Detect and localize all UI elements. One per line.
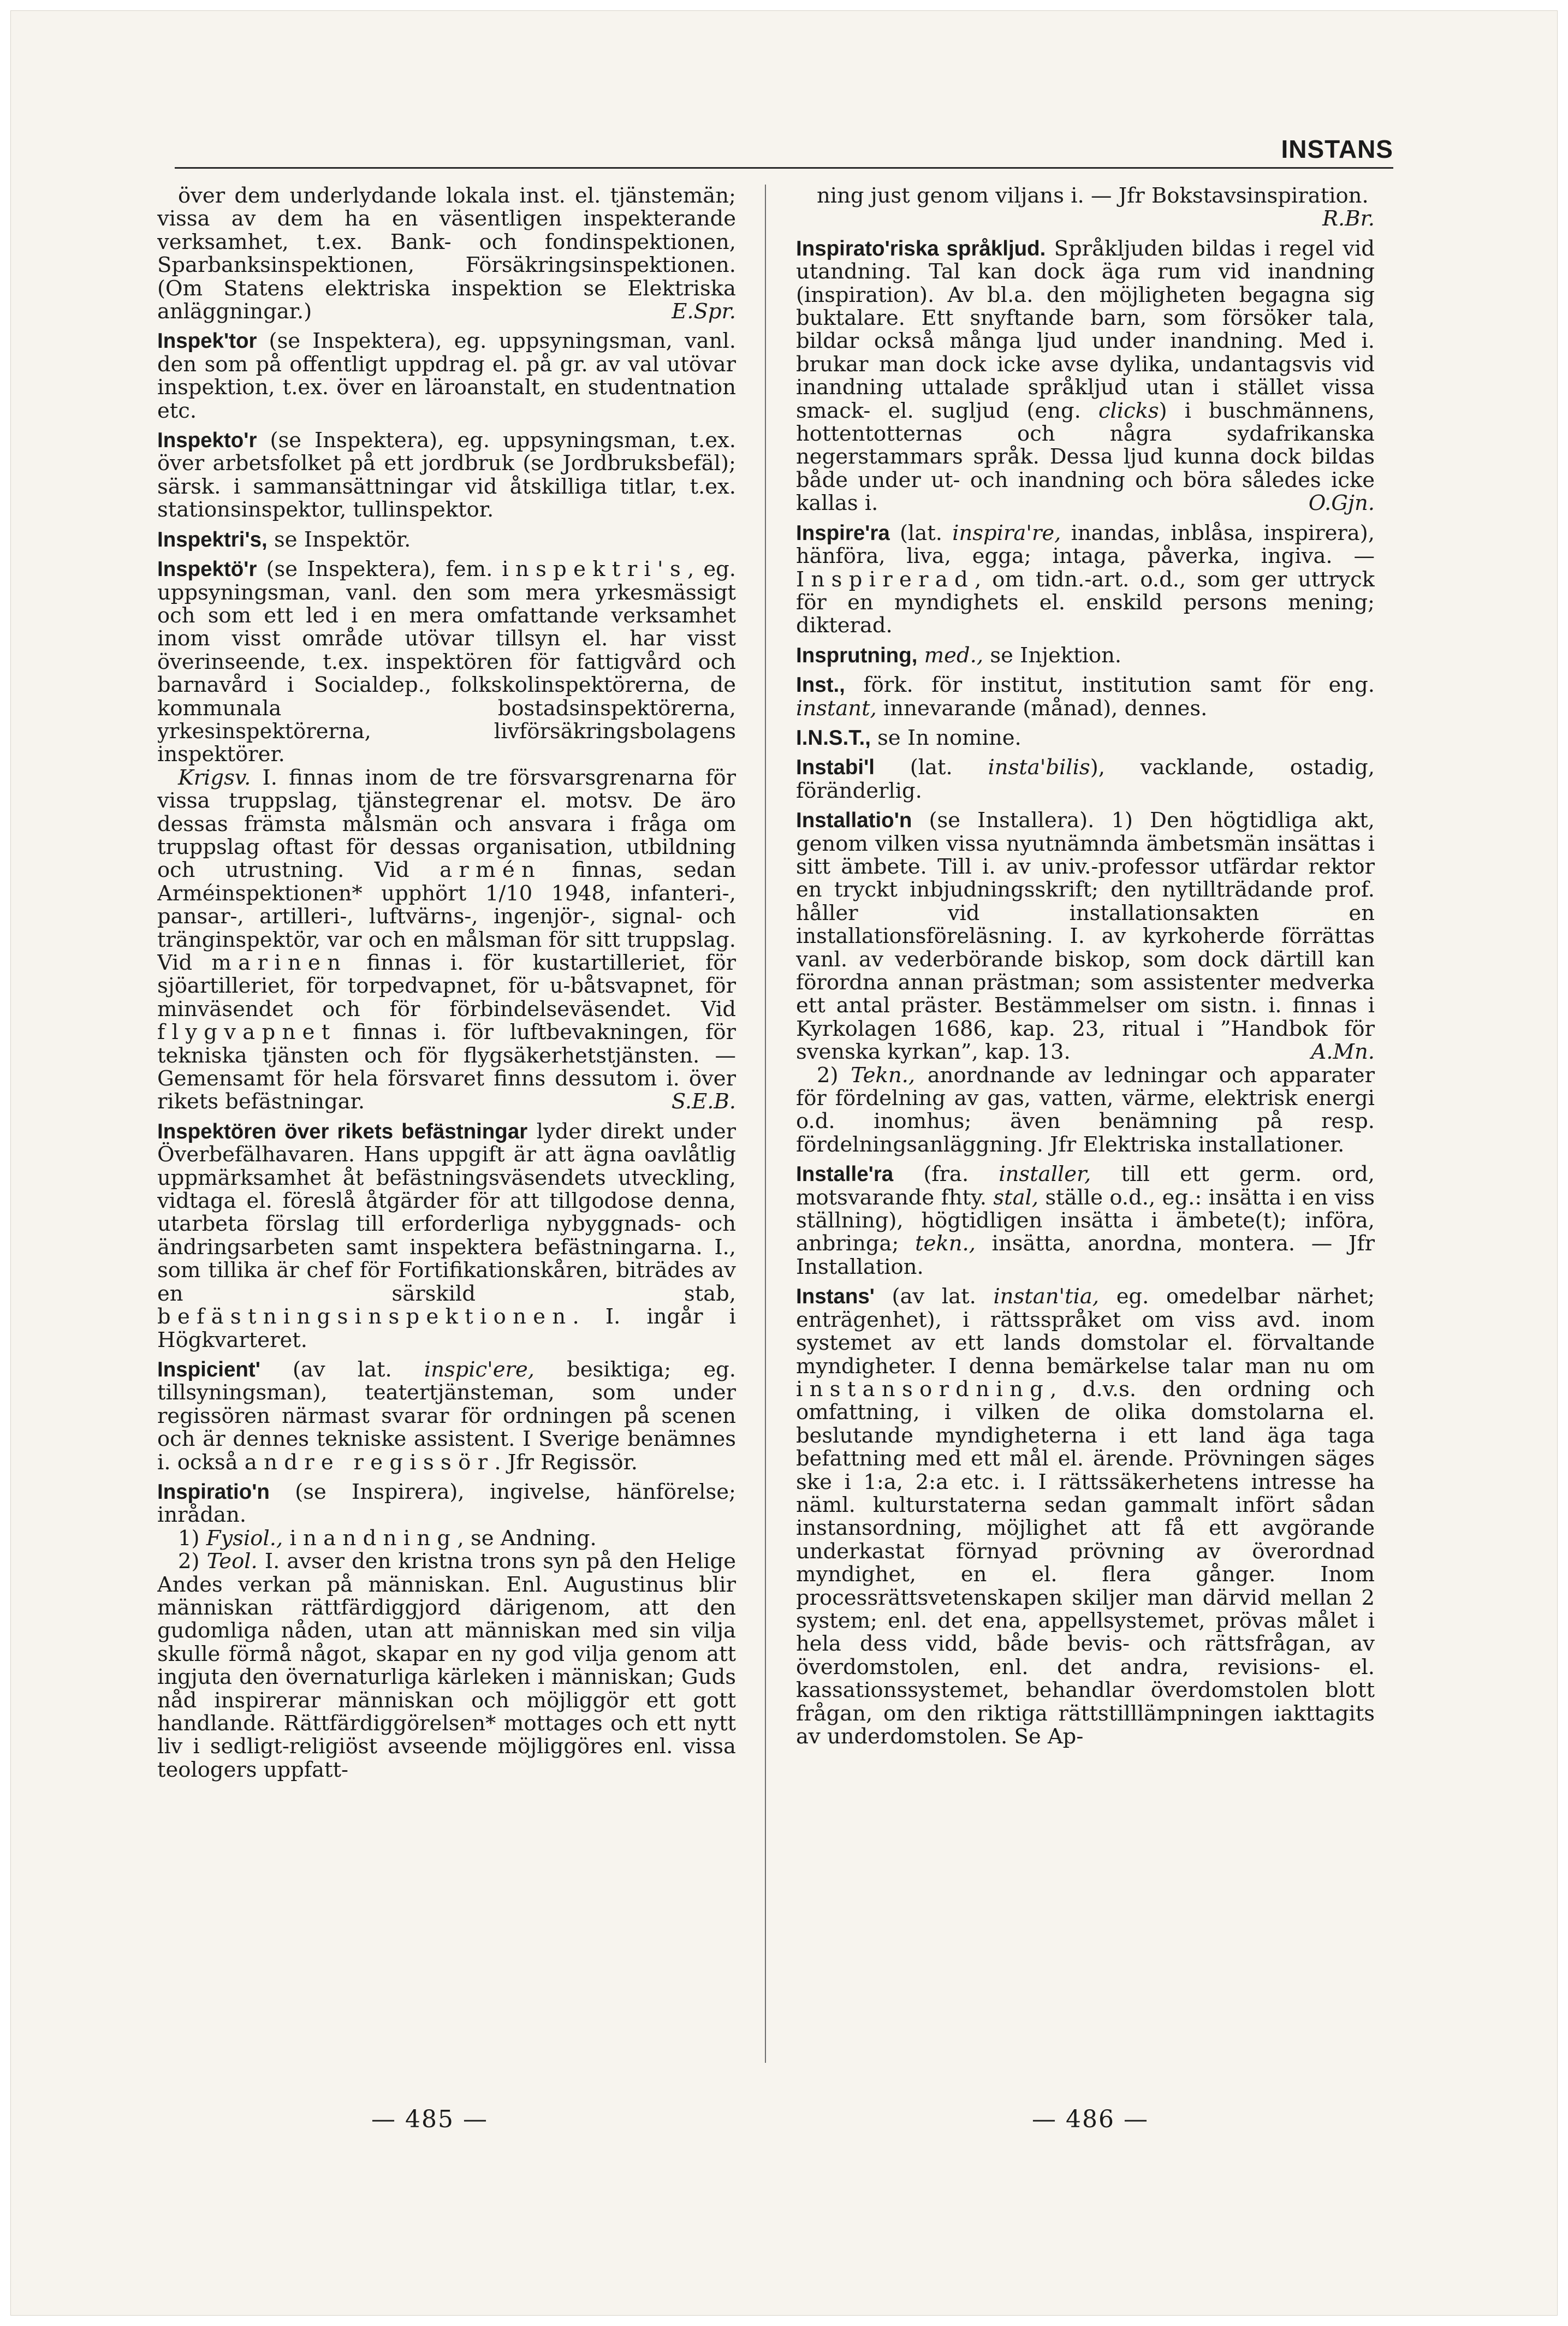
entry-headword: Inspirato'riska språkljud. bbox=[796, 236, 1046, 260]
entry-text: . I. ingår i Högkvarteret. bbox=[157, 1304, 736, 1352]
entry-text: besiktiga; eg. tillsyningsman), teatertjänsteman, som under regissören närmast svarar för ordningen på scenen och är dennes tekniske assistent. I Sverige benämnes i. också bbox=[157, 1357, 736, 1475]
spaced-term: andre regissör bbox=[244, 1450, 495, 1475]
entry-text bbox=[917, 643, 924, 668]
entry-text: (se Inspirera), ingivelse, hänförelse; inrådan. bbox=[157, 1479, 736, 1528]
spaced-term: inspektri's bbox=[502, 557, 688, 582]
entry-text: ställe o.d., eg.: insätta i en viss ställning), högtidligen insätta i ämbete(t); införa, anbringa; bbox=[796, 1185, 1375, 1256]
entry-text: , se Andning. bbox=[457, 1526, 597, 1551]
entry-paragraph bbox=[796, 185, 1375, 231]
entry-text: I. avser den kristna trons syn på den Helige Andes verkan på människan. Enl. Augustinus blir människan rättfärdiggjord därigenom, att den gudomliga nåden, utan att människan med sin vilja skulle förmå något, skapar en ny god vilja genom att ingjuta den övernaturliga kärleken i människan; Guds nåd inspirerar människan och möjliggör ett gott handlande. Rättfärdiggörelsen* mottages och ett nytt liv i sedligt-religiöst avseende möjliggöres enl. vissa teologers uppfatt- bbox=[157, 1549, 736, 1782]
entry-text: (lat. bbox=[874, 755, 988, 780]
italic-text: Fysiol., bbox=[206, 1526, 283, 1551]
entry-headword: Inspektören över rikets befästningar bbox=[157, 1119, 528, 1143]
entry-text: finnas i. för kustartilleriet, för sjöartilleriet, för torpedvapnet, för u-båtsvapnet, för minväsendet och för förbindelseväsendet. Vid bbox=[157, 951, 736, 1022]
spaced-term: befästningsinspektionen bbox=[157, 1304, 573, 1330]
entry-text: , om tidn.-art. o.d., som ger uttryck för en myndighets el. enskild persons mening; dikterad. bbox=[796, 567, 1375, 638]
entry-text: insätta, anordna, montera. — Jfr Installation. bbox=[796, 1231, 1375, 1279]
entry-text: . Jfr Regissör. bbox=[494, 1450, 638, 1475]
italic-text: insta'bilis bbox=[988, 755, 1090, 780]
entry-text: över dem underlydande lokala inst. el. tjänstemän; vissa av dem ha en väsentligen inspekterande verksamhet, t.ex. Bank- och fondinspektionen, Sparbanksinspektionen, Försäkringsinspektionen. (Om Statens elektriska inspektion se Elektriska anläggningar.) bbox=[157, 185, 736, 324]
dictionary-entry bbox=[157, 429, 736, 522]
dictionary-entry bbox=[157, 558, 736, 767]
dictionary-entry bbox=[157, 1358, 736, 1474]
entry-paragraph bbox=[157, 1527, 736, 1550]
dictionary-entry bbox=[157, 330, 736, 423]
entry-text: (fra. bbox=[893, 1162, 999, 1187]
spaced-term: flygvapnet bbox=[157, 1020, 337, 1045]
dictionary-entry bbox=[157, 1120, 736, 1352]
dictionary-entry bbox=[796, 756, 1375, 803]
entry-paragraph bbox=[157, 1550, 736, 1782]
left-column bbox=[157, 185, 736, 2057]
dictionary-entry bbox=[796, 809, 1375, 1064]
entry-text: se Inspektör. bbox=[267, 527, 411, 552]
entry-text: (av lat. bbox=[874, 1284, 994, 1309]
dictionary-entry bbox=[796, 727, 1375, 750]
page-number-right: — 486 — bbox=[1032, 2105, 1149, 2133]
entry-headword: Inspiratio'n bbox=[157, 1480, 270, 1504]
entry-text: inandas, inblåsa, inspirera), hänföra, liva, egga; intaga, påverka, ingiva. — bbox=[796, 520, 1375, 569]
entry-headword: Inspekto'r bbox=[157, 429, 257, 453]
entry-text: 2) bbox=[178, 1549, 207, 1574]
entry-text: anordnande av ledningar och apparater för fördelning av gas, vatten, värme, elektrisk energi o.d. inomhus; även benämning på resp. fördelningsanläggning. Jfr Elektriska installationer. bbox=[796, 1063, 1375, 1157]
dictionary-entry bbox=[157, 1481, 736, 1527]
spaced-term: marinen bbox=[211, 951, 348, 975]
dictionary-entry bbox=[796, 674, 1375, 720]
entry-text: (se Inspektera), fem. bbox=[257, 557, 502, 582]
entry-headword: Inspire'ra bbox=[796, 521, 890, 545]
dictionary-entry bbox=[796, 644, 1375, 667]
entry-headword: Insprutning, bbox=[796, 643, 918, 667]
italic-text: instant, bbox=[796, 696, 877, 721]
entry-text: ), vacklande, ostadig, föränderlig. bbox=[796, 755, 1375, 803]
entry-headword: I.N.S.T., bbox=[796, 726, 871, 750]
entry-paragraph bbox=[157, 185, 736, 323]
column-divider bbox=[765, 185, 766, 2063]
entry-paragraph bbox=[157, 767, 736, 1114]
entry-text: I. finnas inom de tre försvarsgrenarna för vissa truppslag, tjänstegrenar el. motsv. De äro dessas främsta målsmän och ansvara i fråga om truppslag oftast för dessas organisation, utbildning och utrustning. Vid bbox=[157, 765, 736, 883]
entry-text: till ett germ. ord, motsvarande fhty. bbox=[796, 1162, 1375, 1210]
entry-headword: Inspektri's, bbox=[157, 527, 268, 551]
entry-text: , eg. uppsyningsman, vanl. den som mera yrkesmässigt och som ett led i en mera omfattande verksamhet inom visst område utövar tillsyn el. har visst överinseende, t.ex. inspektören för fattigvård och barnavård i Socialdep., folkskolinspektörerna, de kommunala bostadsinspektörerna, yrkesinspektörerna, livförsäkringsbolagens inspektörer. bbox=[157, 557, 736, 767]
spaced-term: instansordning bbox=[796, 1376, 1050, 1402]
entry-text: Språkljuden bildas i regel vid utandning. Tal kan dock äga rum vid inandning (inspiration). Av bl.a. den möjligheten begagna sig buktalare. Ett snyftande barn, som försöker tala, bildar också många ljud under inandning. Med i. brukar man dock icke avse dylika, undantagsvis vid inandning uttalade språkljud utan i stället vissa smack- el. sugljud (eng. bbox=[796, 236, 1375, 423]
italic-text: med., bbox=[924, 643, 984, 668]
author-signature: R.Br. bbox=[1322, 206, 1375, 232]
entry-text bbox=[283, 1526, 289, 1551]
entry-text: förk. för institut, institution samt för eng. bbox=[845, 673, 1375, 698]
italic-text: installer, bbox=[999, 1162, 1091, 1187]
italic-text: instan'tia, bbox=[993, 1284, 1100, 1309]
entry-text: lyder direkt under Överbefälhavaren. Hans uppgift är att ägna oavlåtlig uppmärksamhet åt befästningsväsendets utveckling, vidtaga el. föreslå åtgärder för att tillgodose denna, utarbeta förslag till erforderliga nybyggnads- och ändringsarbeten samt inspektera befästningarna. I., som tillika är chef för Fortifikationskåren, biträdes av en särskild stab, bbox=[157, 1119, 736, 1306]
entry-text: , d.v.s. den ordning och omfattning, i vilken de olika domstolarna el. beslutande myndigheterna i ett land äga taga befattning med ett mål el. ärende. Prövningen säges ske i 1:a, 2:a etc. i. I rättssäkerhetens intresse ha näml. kulturstaterna sedan gammalt infört sådan instansordning, möjlighet att få ett avgörande underkastat förnyad prövning av överordnad myndighet, en el. flera gånger. Inom processrättsvetenskapen skiljer man därvid mellan 2 system; enl. det ena, appellsystemet, prövas målet i hela dess vidd, både bevis- och rättsfrågan, av överdomstolen, enl. det andra, revisions- el. kassationssystemet, behandlar överdomstolen blott frågan, om den riktiga rättstilllämpningen iakttagits av underdomstolen. Se Ap- bbox=[796, 1376, 1375, 1749]
page-number-left: — 485 — bbox=[371, 2105, 488, 2133]
author-signature: E.Spr. bbox=[672, 299, 736, 324]
entry-text: (se Installera). 1) Den högtidliga akt, genom vilken vissa nyutnämnda ämbetsmän insättas i sitt ämbete. Till i. av univ.-professor utfärdar rektor en tryckt inbjudningsskrift; den nytillträdande prof. håller vid installationsakten en installationsföreläsning. I. av kyrkoherde förrättas vanl. av vederbörande biskop, som dock därtill kan förordna annan prästman; som assistenter medverka ett antal präster. Bestämmelser om sistn. i. finnas i Kyrkolagen 1686, kap. 23, ritual i ”Handbok för svenska kyrkan”, kap. 13. bbox=[796, 808, 1375, 1065]
entry-headword: Instabi'l bbox=[796, 756, 875, 780]
entry-headword: Inspicient' bbox=[157, 1357, 260, 1381]
dictionary-entry bbox=[157, 529, 736, 551]
entry-text: finnas i. för luftbevakningen, för tekniska tjänsten och för flygsäkerhetstjänsten. — Gemensamt för hela försvaret finns dessutom i. över rikets befästningar. bbox=[157, 1020, 736, 1114]
entry-text: 2) bbox=[817, 1063, 851, 1088]
entry-text: (se Inspektera), eg. uppsyningsman, t.ex. över arbetsfolket på ett jordbruk (se Jordbruksbefäl); särsk. i sammansättningar vid åtskilliga titlar, t.ex. stationsinspektor, tullinspektor. bbox=[157, 428, 736, 523]
entry-headword: Inspek'tor bbox=[157, 329, 257, 353]
dictionary-entry bbox=[796, 1285, 1375, 1748]
entry-text: (av lat. bbox=[260, 1357, 424, 1382]
author-signature: A.Mn. bbox=[1311, 1040, 1375, 1065]
dictionary-entry bbox=[796, 522, 1375, 638]
entry-headword: Instans' bbox=[796, 1285, 875, 1309]
entry-text: innevarande (månad), dennes. bbox=[876, 696, 1208, 721]
entry-paragraph bbox=[796, 1064, 1375, 1157]
author-signature: O.Gjn. bbox=[1308, 491, 1375, 516]
entry-headword: Installe'ra bbox=[796, 1162, 894, 1186]
entry-text: 1) bbox=[178, 1526, 206, 1551]
entry-text: se Injektion. bbox=[983, 643, 1122, 668]
right-column bbox=[796, 185, 1375, 2057]
entry-headword: Inst., bbox=[796, 673, 845, 697]
entry-headword: Installatio'n bbox=[796, 809, 912, 833]
header-rule bbox=[175, 167, 1393, 169]
book-page bbox=[11, 11, 1557, 2315]
italic-text: tekn., bbox=[915, 1231, 976, 1256]
entry-text: ning just genom viljans i. — Jfr Bokstavsinspiration. bbox=[817, 185, 1369, 208]
running-head: INSTANS bbox=[1281, 135, 1393, 163]
dictionary-entry bbox=[796, 1163, 1375, 1279]
author-signature: S.E.B. bbox=[671, 1089, 736, 1114]
entry-text: eg. omedelbar närhet; enträgenhet), i rättsspråket om viss avd. inom systemet av ett lands domstolar el. förvaltande myndigheter. I denna bemärkelse talar man nu om bbox=[796, 1284, 1375, 1379]
entry-text: ) i buschmännens, hottentotternas och några sydafrikanska negerstammars språk. Dessa ljud kunna dock bildas både under ut- och inandning och böra således icke kallas i. bbox=[796, 398, 1375, 516]
dictionary-entry bbox=[796, 238, 1375, 515]
italic-text: Teol. bbox=[206, 1549, 258, 1574]
entry-text: (lat. bbox=[889, 520, 953, 545]
spaced-term: armén bbox=[439, 858, 542, 883]
spaced-term: Inspirerad bbox=[796, 567, 975, 592]
spaced-term: inandning bbox=[289, 1526, 458, 1551]
entry-text: se In nomine. bbox=[870, 725, 1021, 750]
italic-text: stal, bbox=[993, 1185, 1039, 1210]
entry-text: (se Inspektera), eg. uppsyningsman, vanl. den som på offentligt uppdrag el. på gr. av val utövar inspektion, t.ex. över en läroanstalt, en studentnation etc. bbox=[157, 329, 736, 423]
italic-text: Krigsv. bbox=[178, 765, 251, 790]
entry-headword: Inspektö'r bbox=[157, 557, 257, 582]
italic-text: clicks bbox=[1098, 398, 1159, 423]
italic-text: Tekn., bbox=[851, 1063, 916, 1088]
italic-text: inspira're, bbox=[952, 520, 1061, 545]
italic-text: inspic'ere, bbox=[424, 1357, 534, 1382]
entry-text: finnas, sedan Arméinspektionen* upphört 1/10 1948, infanteri-, pansar-, artilleri-, luftvärns-, ingenjör-, signal- och tränginspektör, var och en målsman för sitt truppslag. Vid bbox=[157, 858, 736, 975]
